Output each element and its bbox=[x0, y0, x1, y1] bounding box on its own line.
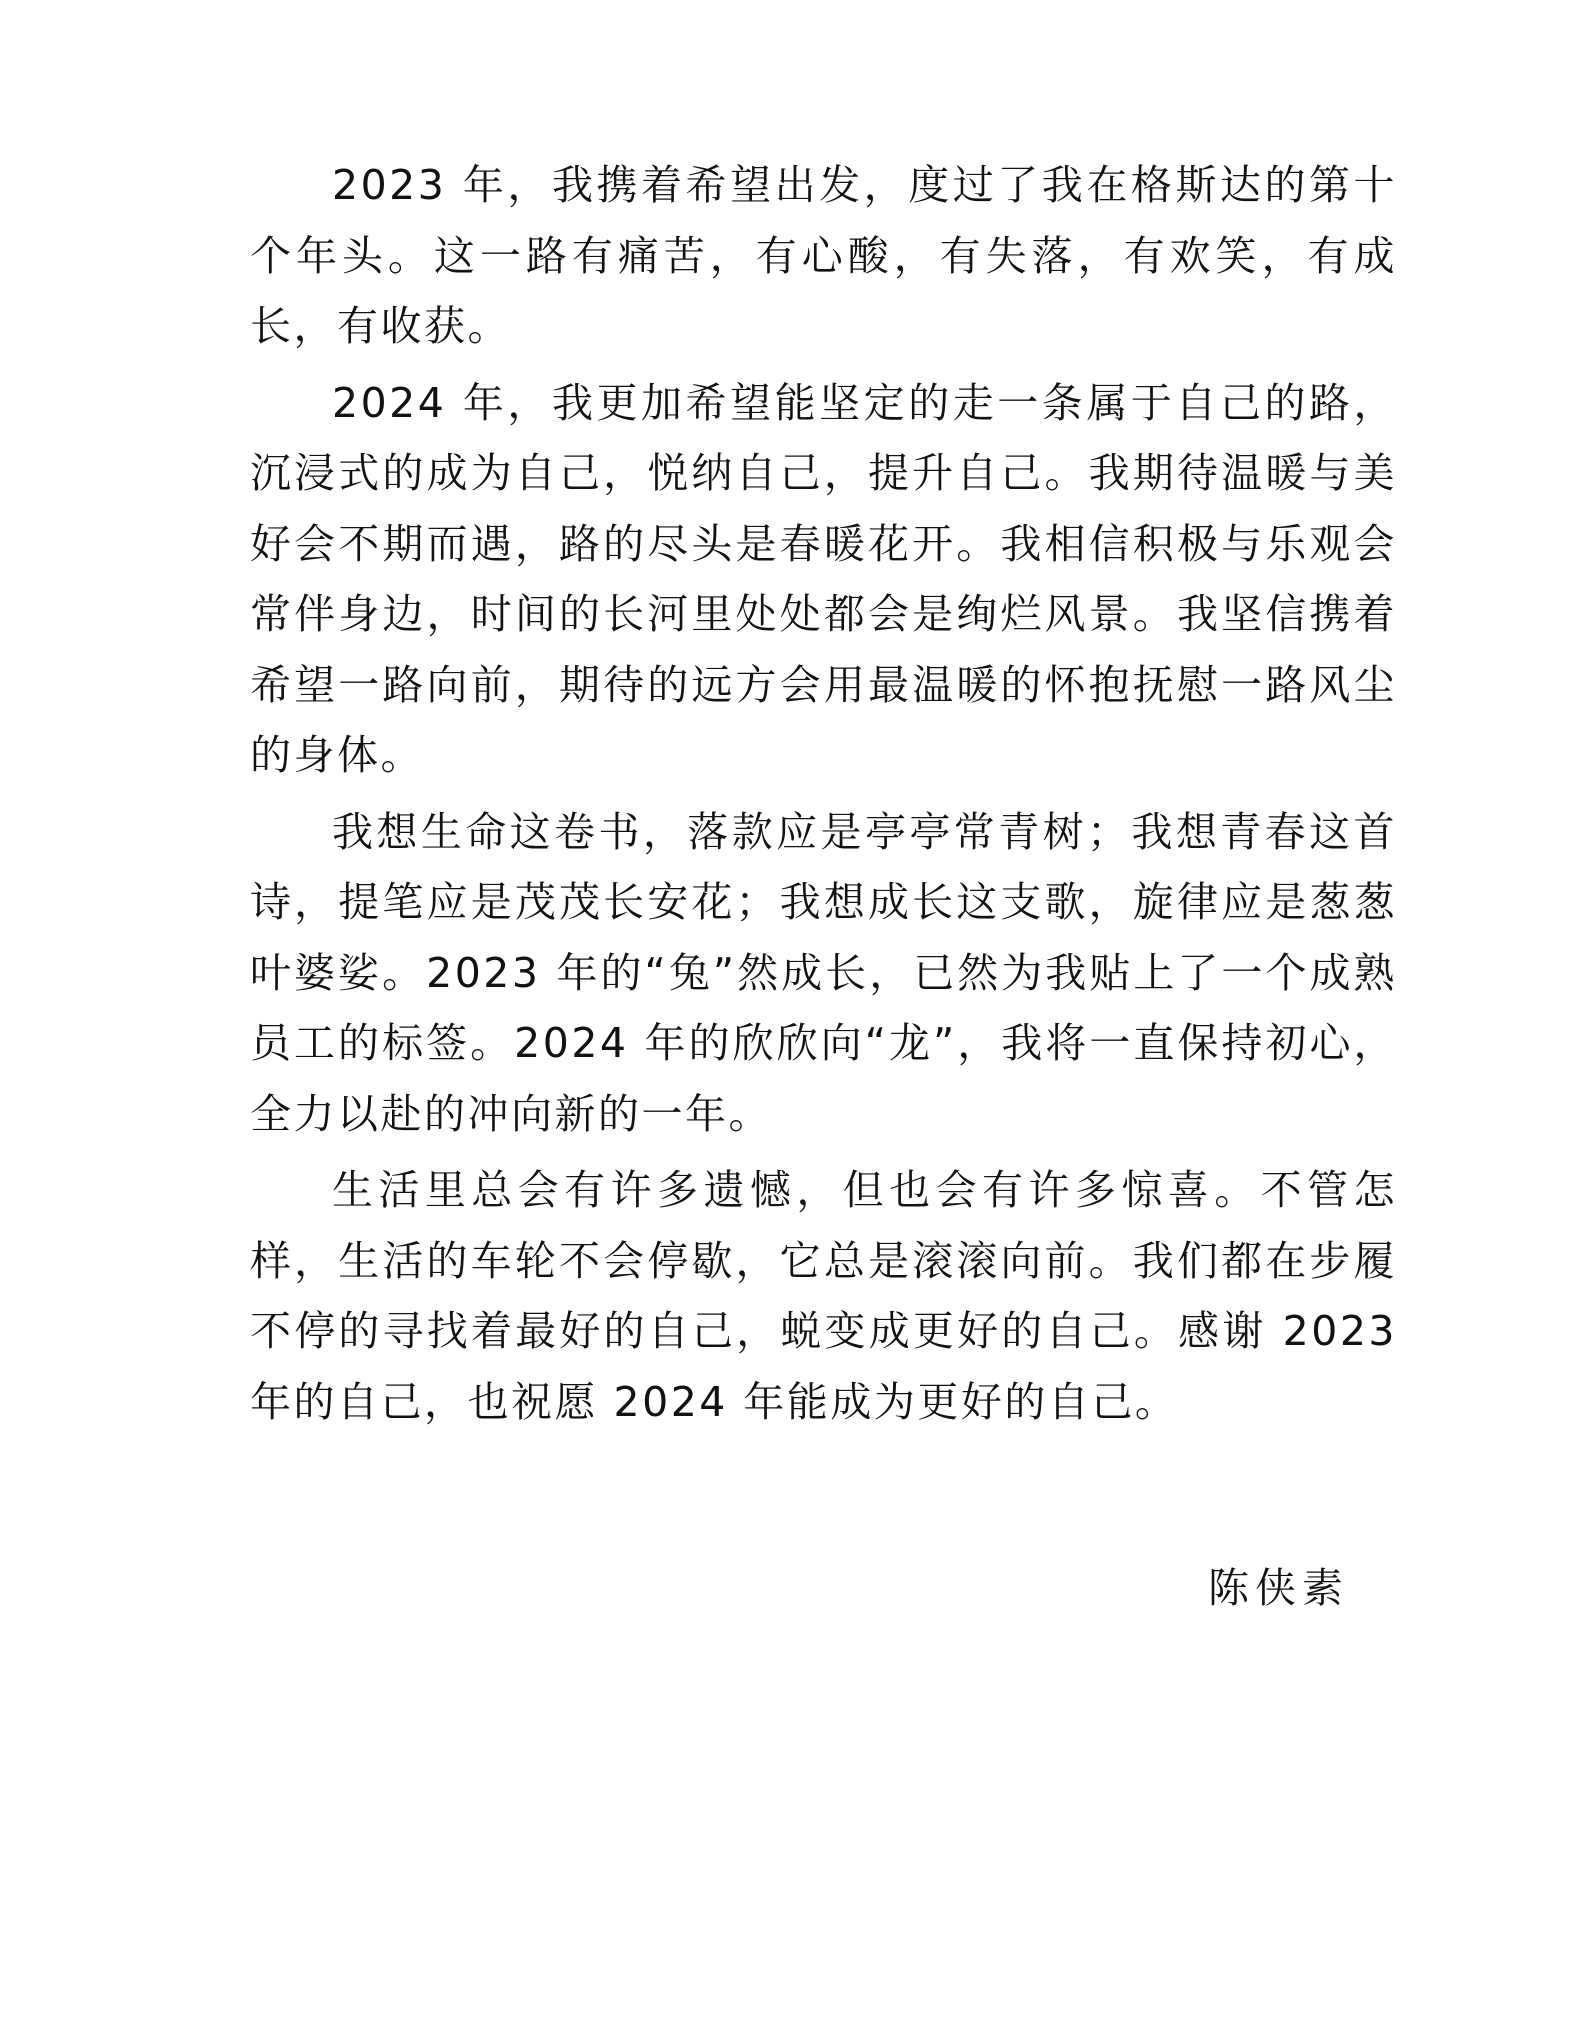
paragraph: 2024 年，我更加希望能坚定的走一条属于自己的路，沉浸式的成为自己，悦纳自己，提升自己。我期待温暖与美好会不期而遇，路的尽头是春暖花开。我相信积极与乐观会常伴身边，时间的长河里处处都会是绚烂风景。我坚信携着希望一路向前，期待的远方会用最温暖的怀抱抚慰一路风尘的身体。 bbox=[250, 378, 1397, 780]
author-signature: 陈侠素 bbox=[1208, 1564, 1349, 1613]
paragraph: 我想生命这卷书，落款应是亭亭常青树；我想青春这首诗，提笔应是茂茂长安花；我想成长这支歌，旋律应是葱葱叶婆娑。2023 年的“兔”然成长，已然为我贴上了一个成熟员工的标签。2024 年的欣欣向“龙”，我将一直保持初心，全力以赴的冲向新的一年。 bbox=[250, 807, 1397, 1138]
signature-block bbox=[250, 1555, 1397, 1614]
document-body bbox=[250, 150, 1397, 1437]
paragraph: 2023 年，我携着希望出发，度过了我在格斯达的第十个年头。这一路有痛苦，有心酸，有失落，有欢笑，有成长，有收获。 bbox=[250, 161, 1397, 351]
paragraph: 生活里总会有许多遗憾，但也会有许多惊喜。不管怎样，生活的车轮不会停歇，它总是滚滚向前。我们都在步履不停的寻找着最好的自己，蜕变成更好的自己。感谢 2023 年的自己，也祝愿 2024 年能成为更好的自己。 bbox=[250, 1166, 1397, 1426]
